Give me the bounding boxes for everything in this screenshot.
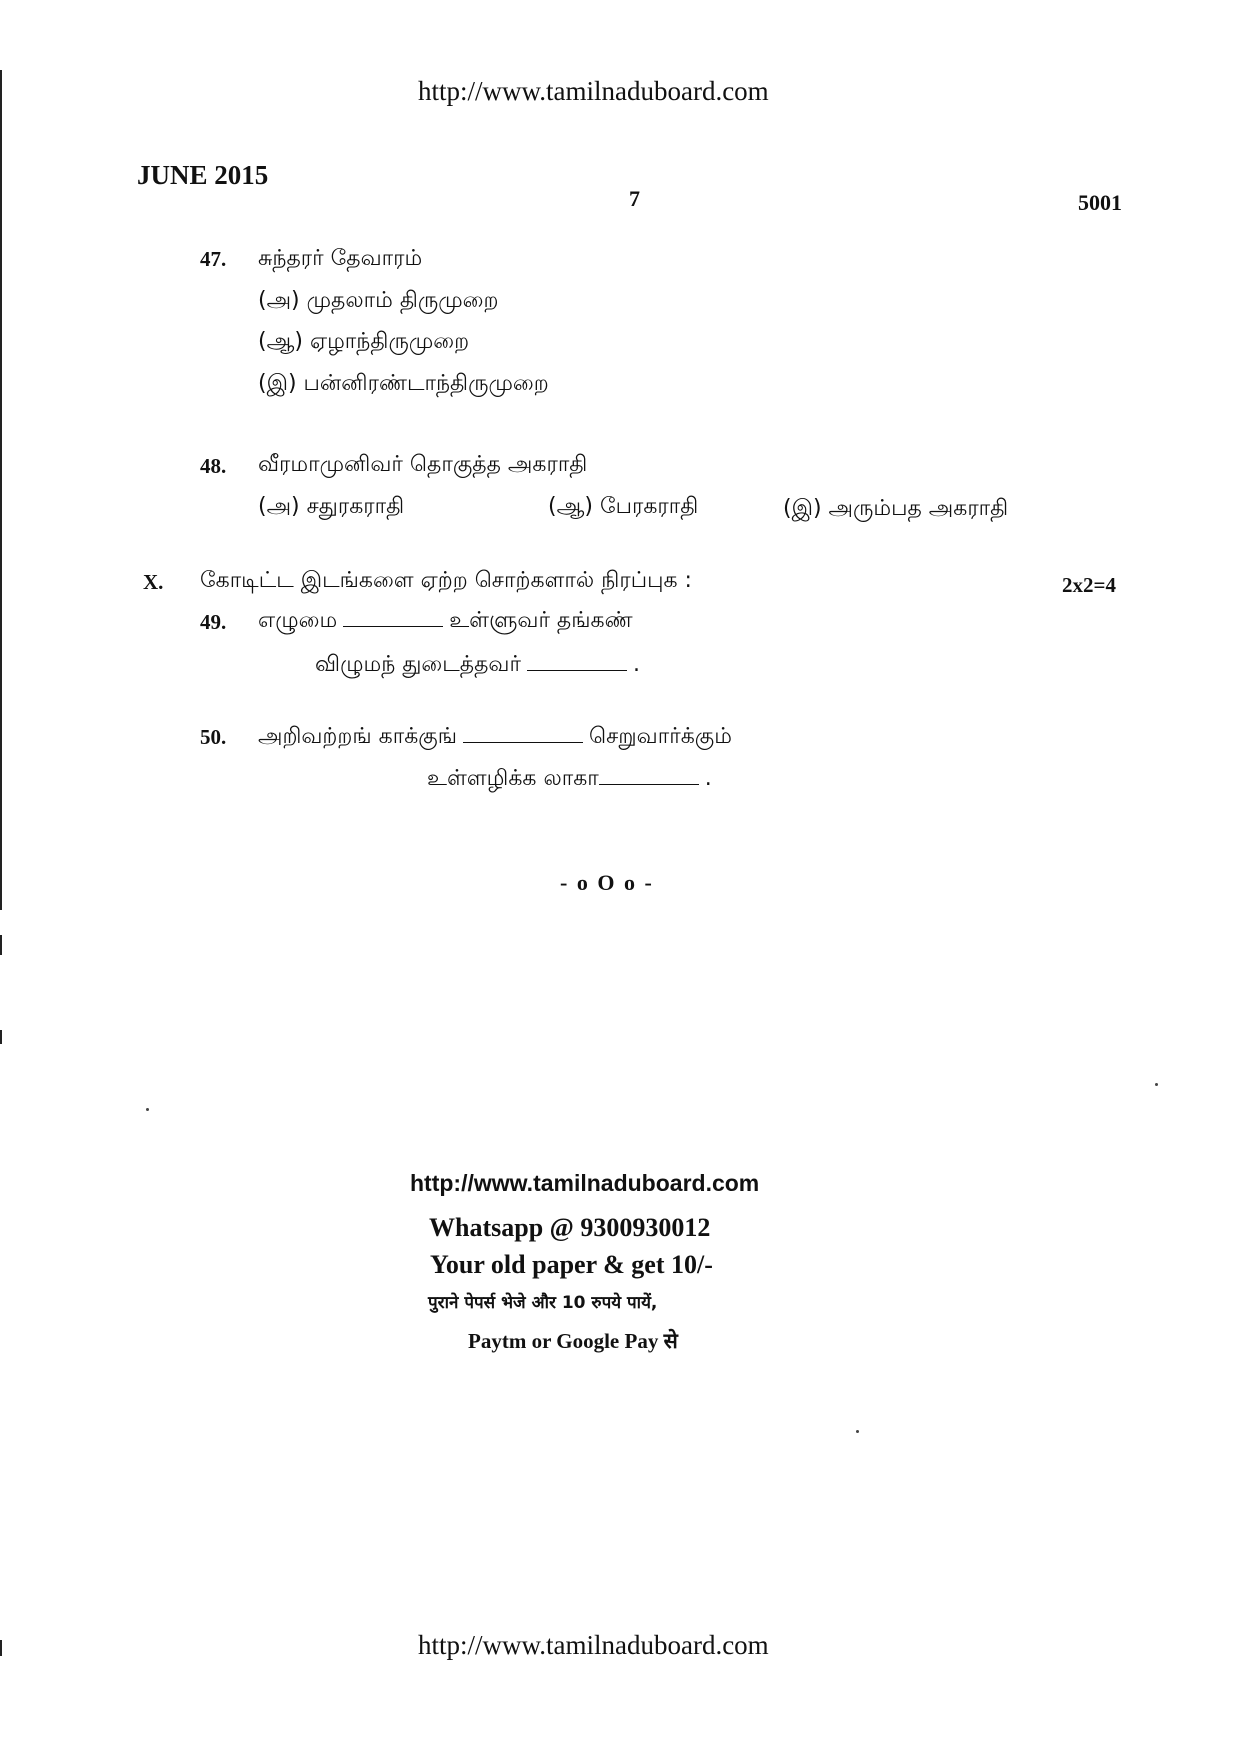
question-number: 49.: [200, 610, 227, 634]
section-label: X.: [143, 570, 164, 594]
question-number: 50.: [200, 725, 227, 749]
page-number: 7: [629, 186, 640, 211]
promo-url[interactable]: http://www.tamilnaduboard.com: [410, 1170, 760, 1196]
option-c: (இ) பன்னிரண்டாந்திருமுறை: [258, 371, 549, 396]
question-text: சுந்தரர் தேவாரம்: [258, 246, 423, 271]
fill-text: .: [632, 652, 640, 677]
option-a: (அ) சதுரகராதி: [258, 494, 405, 519]
fill-text: செறுவார்க்கும்: [588, 724, 732, 749]
question-number: 48.: [200, 454, 227, 478]
header-url[interactable]: http://www.tamilnaduboard.com: [418, 76, 769, 106]
blank-space: [343, 625, 443, 627]
fill-line-1: [258, 724, 732, 752]
scan-edge-mark: [0, 1640, 2, 1656]
option-a: (அ) முதலாம் திருமுறை: [258, 288, 499, 313]
fill-text: எழுமை: [258, 608, 338, 633]
option-b: (ஆ) பேரகராதி: [548, 494, 699, 519]
scan-speck: [856, 1430, 859, 1433]
promo-hindi: पुराने पेपर्स भेजे और 10 रुपये पायें,: [428, 1293, 658, 1313]
paper-code: 5001: [1078, 190, 1122, 215]
blank-space: [463, 741, 583, 743]
fill-text: உள்ளழிக்க லாகா: [427, 766, 599, 791]
scan-edge-mark: [0, 935, 2, 955]
question-number: 47.: [200, 247, 227, 271]
end-mark: - o O o -: [560, 870, 654, 895]
scan-speck: [1155, 1083, 1158, 1086]
blank-space: [527, 669, 627, 671]
scan-edge-line: [0, 70, 2, 910]
fill-text: அறிவற்றங் காக்குங்: [258, 724, 457, 749]
promo-offer: Your old paper & get 10/-: [430, 1250, 713, 1279]
fill-line-2: [315, 652, 640, 680]
option-b: (ஆ) ஏழாந்திருமுறை: [258, 329, 470, 354]
fill-text: .: [704, 766, 712, 791]
promo-whatsapp: Whatsapp @ 9300930012: [429, 1213, 711, 1242]
scan-edge-mark: [0, 1030, 2, 1044]
fill-line-1: [258, 608, 633, 636]
section-instruction: கோடிட்ட இடங்களை ஏற்ற சொற்களால் நிரப்புக :: [200, 568, 692, 593]
option-c: (இ) அரும்பத அகராதி: [783, 496, 1009, 521]
fill-text: உள்ளுவர் தங்கண்: [449, 608, 633, 633]
footer-url[interactable]: http://www.tamilnaduboard.com: [418, 1630, 769, 1660]
fill-text: விழுமந் துடைத்தவர்: [315, 652, 521, 677]
question-text: வீரமாமுனிவர் தொகுத்த அகராதி: [258, 452, 588, 477]
scan-speck: [146, 1108, 149, 1111]
exam-session: JUNE 2015: [137, 160, 269, 190]
fill-line-2: [427, 766, 712, 794]
section-marks: 2x2=4: [1062, 573, 1116, 597]
blank-space: [599, 783, 699, 785]
promo-payment: Paytm or Google Pay से: [468, 1329, 678, 1353]
